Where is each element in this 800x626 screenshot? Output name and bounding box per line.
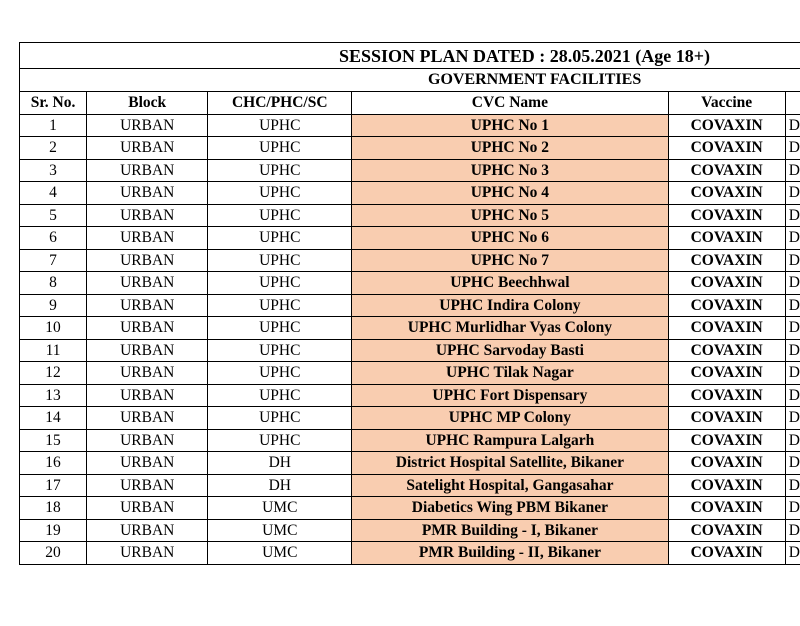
sr-no-cell: 1 — [20, 114, 87, 137]
table-row — [20, 339, 800, 362]
cut-column-cell: D — [785, 429, 800, 452]
cut-column-cell: D — [785, 272, 800, 295]
sr-no-cell: 15 — [20, 429, 87, 452]
cut-column-cell: D — [785, 452, 800, 475]
block-cell: URBAN — [87, 339, 208, 362]
vaccine-cell: COVAXIN — [668, 362, 785, 385]
cvc-name-cell: UPHC No 4 — [352, 182, 668, 205]
block-cell: URBAN — [87, 182, 208, 205]
table-row — [20, 317, 800, 340]
cvc-name-cell: UPHC Fort Dispensary — [352, 384, 668, 407]
facility-cell: UPHC — [208, 294, 352, 317]
title-row — [20, 43, 800, 69]
cut-column-cell: D — [785, 114, 800, 137]
cvc-name-cell: UPHC No 1 — [352, 114, 668, 137]
cut-column-cell: D — [785, 497, 800, 520]
facility-cell: UMC — [208, 497, 352, 520]
cut-column-cell: D — [785, 317, 800, 340]
cvc-name-cell: District Hospital Satellite, Bikaner — [352, 452, 668, 475]
facility-cell: UMC — [208, 519, 352, 542]
block-cell: URBAN — [87, 407, 208, 430]
facility-cell: UPHC — [208, 182, 352, 205]
cut-column-cell: D — [785, 384, 800, 407]
block-cell: URBAN — [87, 384, 208, 407]
sr-no-cell: 14 — [20, 407, 87, 430]
cvc-name-cell: UPHC Rampura Lalgarh — [352, 429, 668, 452]
block-cell: URBAN — [87, 249, 208, 272]
sr-no-cell: 9 — [20, 294, 87, 317]
sr-no-cell: 4 — [20, 182, 87, 205]
vaccine-cell: COVAXIN — [668, 182, 785, 205]
vaccine-cell: COVAXIN — [668, 452, 785, 475]
facility-cell: UPHC — [208, 384, 352, 407]
cvc-name-cell: UPHC No 6 — [352, 227, 668, 250]
cvc-name-cell: UPHC No 2 — [352, 137, 668, 160]
sr-no-cell: 6 — [20, 227, 87, 250]
sr-no-cell: 7 — [20, 249, 87, 272]
header-row — [20, 92, 800, 115]
table-row — [20, 519, 800, 542]
subtitle-row — [20, 69, 800, 92]
facility-cell: DH — [208, 452, 352, 475]
sr-no-cell: 13 — [20, 384, 87, 407]
facility-cell: UPHC — [208, 272, 352, 295]
facility-cell: UPHC — [208, 407, 352, 430]
table-row — [20, 452, 800, 475]
cut-column-cell: D — [785, 294, 800, 317]
cut-column-cell: D — [785, 407, 800, 430]
vaccine-cell: COVAXIN — [668, 272, 785, 295]
facility-cell: UPHC — [208, 114, 352, 137]
cvc-name-cell: UPHC Tilak Nagar — [352, 362, 668, 385]
cut-column-cell: D — [785, 227, 800, 250]
table-row — [20, 227, 800, 250]
block-cell: URBAN — [87, 227, 208, 250]
cvc-name-cell: Diabetics Wing PBM Bikaner — [352, 497, 668, 520]
cut-column-cell: D — [785, 137, 800, 160]
block-cell: URBAN — [87, 452, 208, 475]
table-row — [20, 159, 800, 182]
cut-column-cell: D — [785, 542, 800, 565]
facility-cell: UPHC — [208, 429, 352, 452]
block-cell: URBAN — [87, 474, 208, 497]
block-cell: URBAN — [87, 294, 208, 317]
sr-no-cell: 18 — [20, 497, 87, 520]
block-cell: URBAN — [87, 542, 208, 565]
facility-cell: UPHC — [208, 227, 352, 250]
table-row — [20, 407, 800, 430]
table-row — [20, 542, 800, 565]
vaccine-cell: COVAXIN — [668, 497, 785, 520]
vaccine-cell: COVAXIN — [668, 339, 785, 362]
sr-no-cell: 3 — [20, 159, 87, 182]
sr-no-cell: 19 — [20, 519, 87, 542]
facility-cell: UMC — [208, 542, 352, 565]
vaccine-cell: COVAXIN — [668, 114, 785, 137]
cut-column-cell: D — [785, 159, 800, 182]
cut-column-cell: D — [785, 182, 800, 205]
vaccine-cell: COVAXIN — [668, 384, 785, 407]
cvc-name-cell: Satelight Hospital, Gangasahar — [352, 474, 668, 497]
vaccine-cell: COVAXIN — [668, 159, 785, 182]
table-row — [20, 182, 800, 205]
cut-column-cell: D — [785, 339, 800, 362]
table-row — [20, 497, 800, 520]
block-cell: URBAN — [87, 519, 208, 542]
cut-column-cell: D — [785, 249, 800, 272]
table-row — [20, 294, 800, 317]
header-vaccine: Vaccine — [668, 92, 785, 115]
facility-cell: UPHC — [208, 137, 352, 160]
table-row — [20, 272, 800, 295]
sr-no-cell: 16 — [20, 452, 87, 475]
table-row — [20, 204, 800, 227]
sr-no-cell: 20 — [20, 542, 87, 565]
cvc-name-cell: UPHC No 3 — [352, 159, 668, 182]
sr-no-cell: 5 — [20, 204, 87, 227]
header-sr-no: Sr. No. — [20, 92, 87, 115]
facility-cell: UPHC — [208, 362, 352, 385]
facility-cell: UPHC — [208, 339, 352, 362]
table-row — [20, 249, 800, 272]
header-block: Block — [87, 92, 208, 115]
sr-no-cell: 2 — [20, 137, 87, 160]
header-facility: CHC/PHC/SC — [208, 92, 352, 115]
vaccine-cell: COVAXIN — [668, 204, 785, 227]
block-cell: URBAN — [87, 159, 208, 182]
vaccine-cell: COVAXIN — [668, 519, 785, 542]
sr-no-cell: 11 — [20, 339, 87, 362]
sr-no-cell: 12 — [20, 362, 87, 385]
facility-cell: UPHC — [208, 317, 352, 340]
block-cell: URBAN — [87, 362, 208, 385]
block-cell: URBAN — [87, 272, 208, 295]
cvc-name-cell: PMR Building - I, Bikaner — [352, 519, 668, 542]
table-row — [20, 429, 800, 452]
session-plan-table — [19, 42, 800, 565]
cvc-name-cell: UPHC Murlidhar Vyas Colony — [352, 317, 668, 340]
cvc-name-cell: UPHC Sarvoday Basti — [352, 339, 668, 362]
cut-column-cell: D — [785, 362, 800, 385]
cvc-name-cell: UPHC No 5 — [352, 204, 668, 227]
vaccine-cell: COVAXIN — [668, 227, 785, 250]
block-cell: URBAN — [87, 429, 208, 452]
header-cut-column — [785, 92, 800, 115]
vaccine-cell: COVAXIN — [668, 542, 785, 565]
table-row — [20, 384, 800, 407]
sr-no-cell: 17 — [20, 474, 87, 497]
table-row — [20, 114, 800, 137]
vaccine-cell: COVAXIN — [668, 137, 785, 160]
block-cell: URBAN — [87, 114, 208, 137]
block-cell: URBAN — [87, 137, 208, 160]
vaccine-cell: COVAXIN — [668, 429, 785, 452]
table-row — [20, 474, 800, 497]
page-title: SESSION PLAN DATED : 28.05.2021 (Age 18+) — [20, 43, 800, 69]
section-subtitle: GOVERNMENT FACILITIES — [20, 69, 800, 92]
vaccine-cell: COVAXIN — [668, 294, 785, 317]
table-row — [20, 137, 800, 160]
block-cell: URBAN — [87, 497, 208, 520]
cut-column-cell: D — [785, 519, 800, 542]
facility-cell: UPHC — [208, 204, 352, 227]
facility-cell: DH — [208, 474, 352, 497]
facility-cell: UPHC — [208, 249, 352, 272]
facility-cell: UPHC — [208, 159, 352, 182]
vaccine-cell: COVAXIN — [668, 407, 785, 430]
cut-column-cell: D — [785, 474, 800, 497]
vaccine-cell: COVAXIN — [668, 317, 785, 340]
vaccine-cell: COVAXIN — [668, 249, 785, 272]
vaccine-cell: COVAXIN — [668, 474, 785, 497]
cvc-name-cell: UPHC MP Colony — [352, 407, 668, 430]
cvc-name-cell: UPHC Beechhwal — [352, 272, 668, 295]
cut-column-cell: D — [785, 204, 800, 227]
cvc-name-cell: PMR Building - II, Bikaner — [352, 542, 668, 565]
cvc-name-cell: UPHC Indira Colony — [352, 294, 668, 317]
block-cell: URBAN — [87, 204, 208, 227]
header-cvc-name: CVC Name — [352, 92, 668, 115]
sr-no-cell: 8 — [20, 272, 87, 295]
table-row — [20, 362, 800, 385]
cvc-name-cell: UPHC No 7 — [352, 249, 668, 272]
block-cell: URBAN — [87, 317, 208, 340]
session-plan-sheet — [19, 42, 800, 565]
sr-no-cell: 10 — [20, 317, 87, 340]
